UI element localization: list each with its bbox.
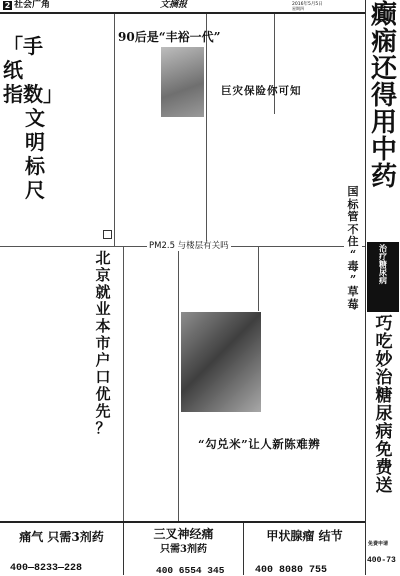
article-5-title-char: 户 <box>95 351 111 369</box>
right-banner <box>365 0 400 575</box>
banner-char: 得 <box>370 81 397 111</box>
article-5-body-d <box>125 250 176 518</box>
banner-ad-char: 免 <box>375 440 393 460</box>
banner-char: 痫 <box>370 27 397 57</box>
ad-trigeminal-title: 三叉神经痛 <box>153 527 214 541</box>
article-5-title-char: 口 <box>95 368 111 386</box>
article-1-title-line: 「手纸 <box>3 34 43 82</box>
header-date: 2016年5月5日 <box>292 2 323 7</box>
banner-char: 用 <box>370 108 397 138</box>
ad-trigeminal-subtitle: 只需3剂药 <box>160 544 207 555</box>
article-2-title: 90后是“丰裕一代” <box>118 30 221 44</box>
banner-bottom-label: 免费申请 <box>368 541 389 547</box>
article-5-title-char: 京 <box>95 266 111 284</box>
ad-thyroid[interactable] <box>244 523 365 575</box>
ad-gout-title: 痛气 只需3剂药 <box>19 530 104 544</box>
article-3-title: 巨灾保险你可知 <box>221 85 302 97</box>
article-7-title <box>344 186 362 311</box>
article-5-body-b <box>3 312 83 518</box>
article-3-intro-right <box>276 15 363 112</box>
ad-trigeminal-text <box>128 554 238 564</box>
article-6-body-c <box>181 454 363 518</box>
article-1-title-line: 文明 <box>25 106 45 154</box>
banner-ad-char: 病 <box>375 422 393 442</box>
article-7-title-char: ” <box>349 272 357 286</box>
article-5-title-char: 业 <box>95 300 111 318</box>
article-7-title-char: 住 <box>347 235 359 248</box>
article-5-title-char: ？ <box>95 419 111 437</box>
ad-trigeminal[interactable] <box>124 523 244 575</box>
banner-char: 还 <box>370 54 397 84</box>
banner-char: 药 <box>370 162 397 192</box>
banner-ad-char: 糖 <box>375 386 393 406</box>
article-6-photo <box>181 312 261 412</box>
article-7-title-char: 管 <box>347 210 359 223</box>
section-name: 社会广角 <box>14 0 51 10</box>
article-3-body <box>209 100 363 244</box>
banner-ad-char: 吃 <box>375 332 393 352</box>
article-5-body-c <box>85 440 121 518</box>
article-3-intro <box>209 15 272 85</box>
article-1-end-mark <box>103 230 112 239</box>
ad-thyroid-phone: 400 8080 755 <box>255 565 328 576</box>
article-6-body-top <box>181 250 256 308</box>
banner-ad-char: 尿 <box>375 404 393 424</box>
article-7-title-char: 标 <box>347 197 359 211</box>
article-7-title-char: 国 <box>347 185 359 198</box>
article-4-body-a <box>116 214 204 244</box>
article-2-photo <box>161 47 204 117</box>
banner-ad-char: 巧 <box>375 314 393 334</box>
banner-bottom-phone: 400-73 <box>367 556 396 565</box>
banner-body-text <box>367 192 399 240</box>
article-7-title-char: 毒 <box>347 260 359 273</box>
banner-headline <box>370 2 398 191</box>
banner-char: 中 <box>370 135 397 165</box>
article-5-title-char: 北 <box>95 249 111 267</box>
article-6-body-mid <box>264 312 363 412</box>
article-1-body-a <box>52 38 112 224</box>
article-5-title-char: 先 <box>95 402 111 420</box>
article-5-title-char: 本 <box>95 317 111 335</box>
ad-gout-phone: 400—8233—228 <box>10 563 83 574</box>
ad-thyroid-text <box>248 543 361 563</box>
article-6-body-b <box>181 414 363 436</box>
banner-ad-headline <box>369 315 399 495</box>
article-1-body-b <box>3 134 51 224</box>
article-1-body-c <box>3 226 112 244</box>
article-1-title-line: 指数」 <box>3 82 63 106</box>
article-7-title-char: 莓 <box>347 297 359 311</box>
article-5-title-char: 就 <box>95 283 111 301</box>
header-weekday: 星期四 <box>292 6 304 11</box>
article-7-title-char: “ <box>349 247 357 261</box>
article-7-title-char: 草 <box>347 285 359 298</box>
banner-ad-char: 费 <box>375 458 393 478</box>
page-number: 2 <box>4 1 11 10</box>
article-5-title-char: 优 <box>95 385 111 403</box>
ad-gout[interactable] <box>0 523 124 575</box>
article-6-title: “勾兑米”让人新陈难辨 <box>198 437 321 451</box>
ad-thyroid-title: 甲状腺瘤 结节 <box>266 529 343 543</box>
banner-ad-char: 送 <box>375 476 393 496</box>
masthead: 文摘报 <box>160 0 188 10</box>
article-7-title-char: 不 <box>347 222 359 236</box>
article-1-title-line: 标尺 <box>25 154 45 202</box>
page-header <box>0 0 400 12</box>
ad-gout-text <box>4 545 119 561</box>
article-5-title <box>85 250 121 437</box>
article-5-title-char: 市 <box>95 334 111 352</box>
banner-ad-tag: 治疗糖尿病 <box>367 242 399 312</box>
ad-trigeminal-phone: 400 6554 345 <box>156 565 225 576</box>
banner-ad-text <box>367 500 399 538</box>
article-4-title: PM2.5 与楼层有关吗 <box>149 241 229 251</box>
banner-ad-char: 妙 <box>375 350 393 370</box>
banner-char: 癫 <box>370 0 397 30</box>
banner-ad-char: 治 <box>375 368 393 388</box>
